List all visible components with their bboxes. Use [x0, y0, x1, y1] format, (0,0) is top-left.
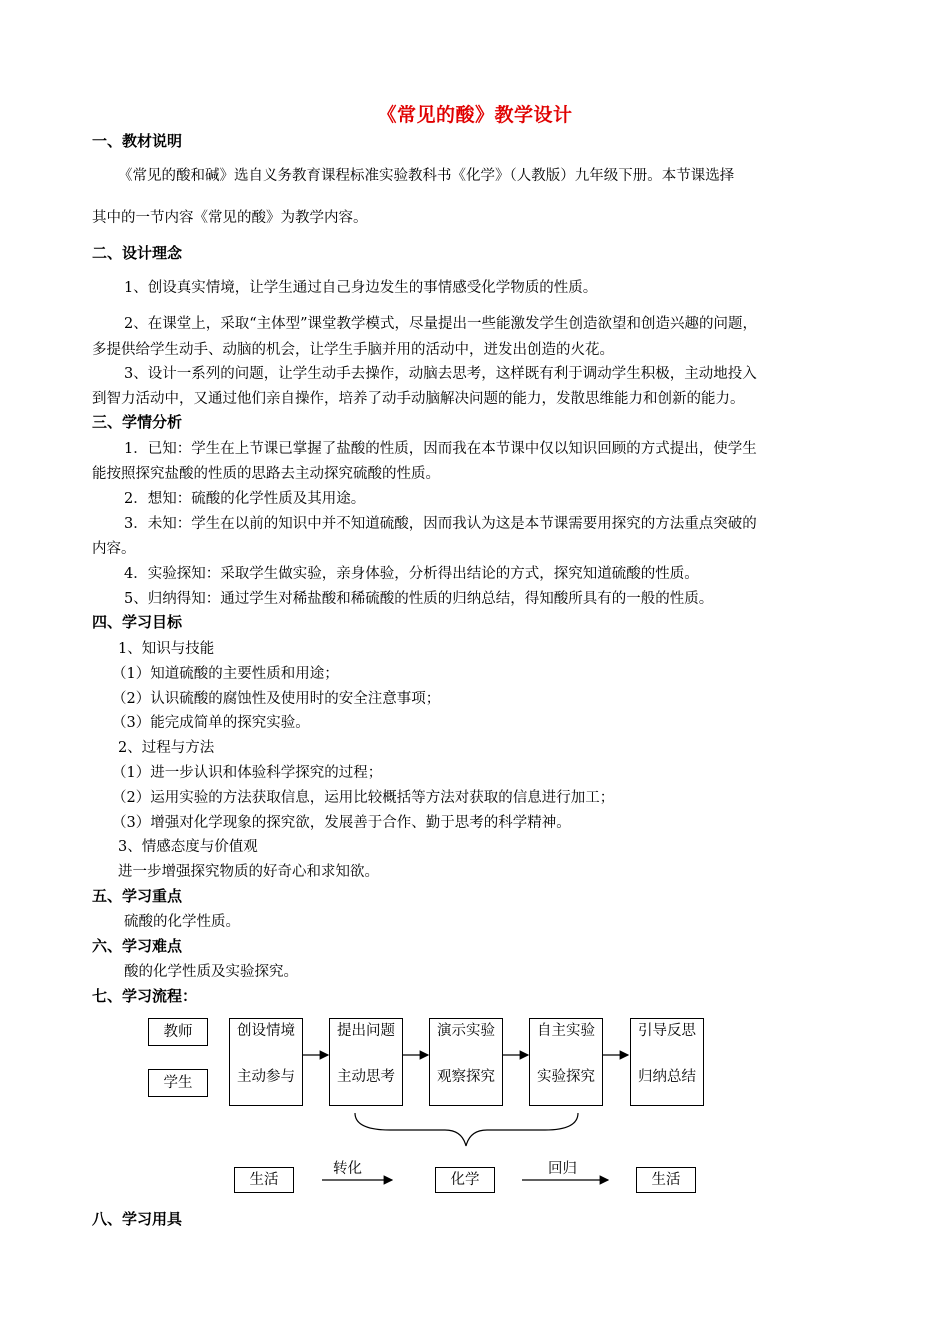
- concept-item-3-line2: 到智力活动中，又通过他们亲自操作，培养了动手动脑解决问题的能力，发散思维能力和创新的能力。: [92, 391, 745, 407]
- flow-step-4-student: 实验探究: [537, 1069, 595, 1085]
- cycle-life-end: 生活: [636, 1167, 696, 1193]
- flow-step-2-student: 主动思考: [337, 1069, 395, 1085]
- heading-learning-goals: 四、学习目标: [92, 613, 183, 631]
- cycle-transform-label: 转化: [333, 1161, 362, 1177]
- heading-student-analysis: 三、学情分析: [92, 413, 183, 431]
- cycle-chemistry: 化学: [435, 1167, 495, 1193]
- flow-step-5: [630, 1018, 704, 1106]
- flow-step-3-teacher: 演示实验: [437, 1023, 495, 1039]
- difficulty-text: 酸的化学性质及实验探究。: [124, 964, 298, 980]
- flow-step-5-teacher: 引导反思: [638, 1023, 696, 1039]
- goal-sub-2-b: （2）运用实验的方法获取信息，运用比较概括等方法对获取的信息进行加工；: [112, 790, 615, 806]
- analysis-item-5: 5、归纳得知：通过学生对稀盐酸和稀硫酸的性质的归纳总结，得知酸所具有的一般的性质。: [124, 591, 714, 607]
- concept-item-1: 1、创设真实情境，让学生通过自己身边发生的事情感受化学物质的性质。: [124, 280, 598, 296]
- flow-step-1: [229, 1018, 303, 1106]
- analysis-item-1-line1: 1．已知：学生在上节课已掌握了盐酸的性质，因而我在本节课中仅以知识回顾的方式提出，使学生: [124, 441, 757, 457]
- goal-sub-2-a: （1）进一步认识和体验科学探究的过程；: [112, 765, 383, 781]
- cycle-return-label: 回归: [548, 1161, 577, 1177]
- concept-item-2-line2: 多提供给学生动手、动脑的机会，让学生手脑并用的活动中，迸发出创造的火花。: [92, 342, 614, 358]
- role-student-box: 学生: [148, 1069, 208, 1097]
- heading-difficulty: 六、学习难点: [92, 937, 183, 955]
- heading-key-point: 五、学习重点: [92, 887, 183, 905]
- flow-step-1-student: 主动参与: [237, 1069, 295, 1085]
- paragraph-textbook-line1: 《常见的酸和碱》选自义务教育课程标准实验教科书《化学》（人教版）九年级下册。本节课选择: [118, 168, 735, 184]
- goal-sub-1-c: （3）能完成简单的探究实验。: [112, 715, 310, 731]
- flow-brace: [355, 1113, 578, 1146]
- analysis-item-2: 2．想知：硫酸的化学性质及其用途。: [124, 491, 366, 507]
- flow-step-3: [429, 1018, 503, 1106]
- flow-step-5-student: 归纳总结: [638, 1069, 696, 1085]
- heading-design-concept: 二、设计理念: [92, 244, 183, 262]
- goal-sub-1-a: （1）知道硫酸的主要性质和用途；: [112, 666, 339, 682]
- goal-sub-3-a: 进一步增强探究物质的好奇心和求知欲。: [118, 864, 379, 880]
- page-title: 《常见的酸》教学设计: [377, 104, 573, 126]
- analysis-item-1-line2: 能按照探究盐酸的性质的思路去主动探究硫酸的性质。: [92, 466, 440, 482]
- flow-step-2-teacher: 提出问题: [337, 1023, 395, 1039]
- goal-sub-3: 3、情感态度与价值观: [118, 839, 258, 855]
- concept-item-3-line1: 3、设计一系列的问题，让学生动手去操作，动脑去思考，这样既有利于调动学生积极，主动地投入: [124, 366, 757, 382]
- flow-step-2: [329, 1018, 403, 1106]
- role-teacher-box: 教师: [148, 1018, 208, 1046]
- heading-learning-tools: 八、学习用具: [92, 1210, 183, 1228]
- goal-sub-1-b: （2）认识硫酸的腐蚀性及使用时的安全注意事项；: [112, 691, 441, 707]
- concept-item-2-line1: 2、在课堂上，采取“主体型”课堂教学模式，尽量提出一些能激发学生创造欲望和创造兴趣的问题，: [124, 316, 758, 332]
- paragraph-textbook-line2: 其中的一节内容《常见的酸》为教学内容。: [92, 210, 368, 226]
- analysis-item-4: 4．实验探知：采取学生做实验，亲身体验，分析得出结论的方式，探究知道硫酸的性质。: [124, 566, 699, 582]
- flow-step-4: [529, 1018, 603, 1106]
- analysis-item-3-line1: 3．未知：学生在以前的知识中并不知道硫酸，因而我认为这是本节课需要用探究的方法重点突破的: [124, 516, 757, 532]
- key-point-text: 硫酸的化学性质。: [124, 914, 240, 930]
- goal-sub-2: 2、过程与方法: [118, 740, 215, 756]
- goal-sub-2-c: （3）增强对化学现象的探究欲，发展善于合作、勤于思考的科学精神。: [112, 815, 571, 831]
- heading-textbook: 一、教材说明: [92, 132, 183, 150]
- analysis-item-3-line2: 内容。: [92, 541, 136, 557]
- flow-step-4-teacher: 自主实验: [537, 1023, 595, 1039]
- flow-step-1-teacher: 创设情境: [237, 1023, 295, 1039]
- flow-step-3-student: 观察探究: [437, 1069, 495, 1085]
- heading-learning-flow: 七、学习流程：: [92, 987, 198, 1005]
- goal-sub-1: 1、知识与技能: [118, 641, 215, 657]
- cycle-life-start: 生活: [234, 1167, 294, 1193]
